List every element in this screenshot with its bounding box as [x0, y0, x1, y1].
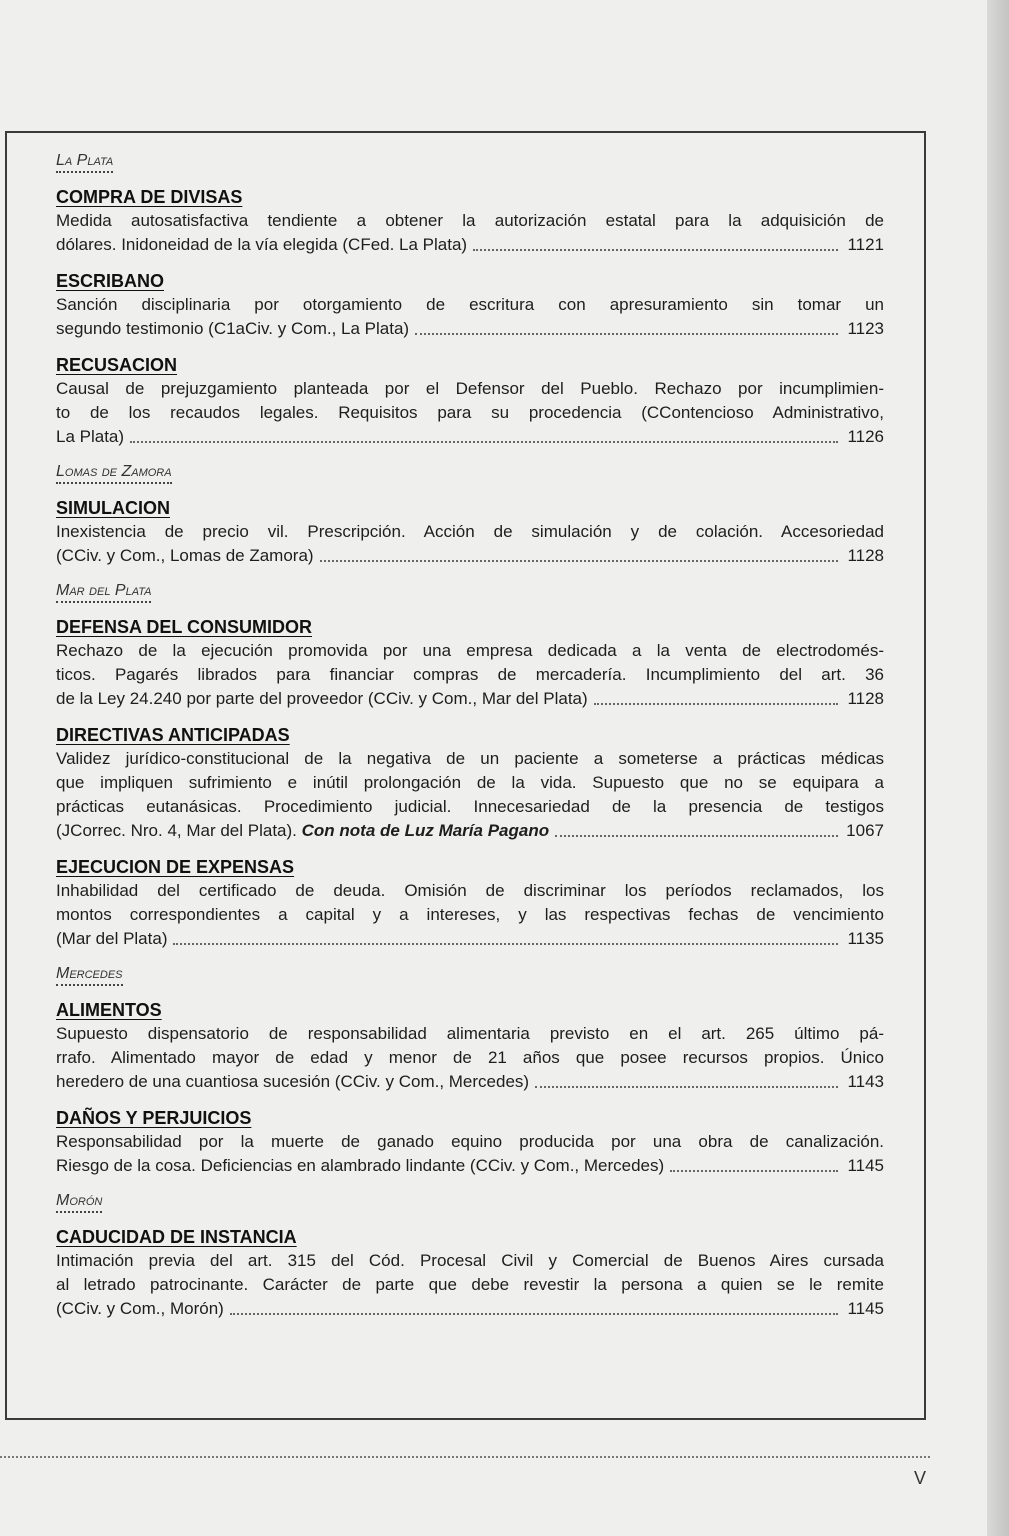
index-entry [56, 855, 884, 951]
entry-last-line [56, 1297, 884, 1321]
index-entry [56, 1225, 884, 1321]
index-entry [56, 185, 884, 257]
entry-text-line: Supuesto dispensatorio de responsabilidad alimentaria previsto en el art. 265 último pá- [56, 1024, 884, 1043]
dot-leader [230, 1313, 838, 1315]
entry-heading: CADUCIDAD DE INSTANCIA [56, 1227, 297, 1247]
index-entry [56, 269, 884, 341]
entry-text-line: to de los recaudos legales. Requisitos para su procedencia (CContencioso Administrativo, [56, 403, 884, 422]
region-header-wrap [56, 582, 884, 603]
entry-text-line: Rechazo de la ejecución promovida por una empresa dedicada a la venta de electrodomés- [56, 641, 884, 660]
entry-text-end-value: La Plata) [56, 427, 125, 446]
index-entry [56, 496, 884, 568]
entry-heading: COMPRA DE DIVISAS [56, 187, 243, 207]
entry-text-end-value: heredero de una cuantiosa sucesión (CCiv. y Com., Mercedes) [56, 1072, 530, 1091]
entry-text-line: Validez jurídico-constitucional de la negativa de un paciente a someterse a prácticas médicas [56, 749, 884, 768]
index-content [56, 152, 884, 1325]
entry-page-number: 1135 [847, 929, 884, 948]
entry-text-end-value: (CCiv. y Com., Morón) [56, 1299, 224, 1318]
entry-page-number: 1126 [847, 427, 884, 446]
entry-heading: DEFENSA DEL CONSUMIDOR [56, 617, 313, 637]
entry-text-end [56, 317, 409, 341]
entry-text-end-value: (Mar del Plata) [56, 929, 168, 948]
entry-text-end-value: segundo testimonio (C1aCiv. y Com., La Plata) [56, 319, 410, 338]
entry-last-line [56, 819, 884, 843]
entry-text-line: Inhabilidad del certificado de deuda. Omisión de discriminar los períodos reclamados, los [56, 881, 884, 900]
entry-last-line [56, 317, 884, 341]
entry-page-number: 1145 [847, 1156, 884, 1175]
region-header-wrap [56, 1192, 884, 1213]
dot-leader [415, 333, 838, 335]
dot-leader [320, 560, 838, 562]
index-entry [56, 615, 884, 711]
entry-text-line: Inexistencia de precio vil. Prescripción. Acción de simulación y de colación. Accesoriedad [56, 522, 884, 541]
entry-text-end [56, 544, 314, 568]
entry-last-line [56, 233, 884, 257]
entry-text-end [56, 1154, 664, 1178]
entry-heading: ALIMENTOS [56, 1000, 162, 1020]
entry-heading: DIRECTIVAS ANTICIPADAS [56, 725, 290, 745]
entry-page-number: 1145 [847, 1299, 884, 1318]
index-entry [56, 998, 884, 1094]
dot-leader [555, 835, 838, 837]
entry-page-number: 1123 [847, 319, 884, 338]
entry-text-line: ticos. Pagarés librados para financiar compras de mercadería. Incumplimiento del art. 36 [56, 665, 884, 684]
entry-text-end [56, 687, 588, 711]
dot-leader [173, 943, 838, 945]
entry-text-line: Sanción disciplinaria por otorgamiento de escritura con apresuramiento sin tomar un [56, 295, 884, 314]
entry-text-line: Causal de prejuzgamiento planteada por el Defensor del Pueblo. Rechazo por incumplimien- [56, 379, 884, 398]
entry-text-end [56, 1297, 224, 1321]
dot-leader [130, 441, 838, 443]
entry-text-end [56, 819, 549, 843]
index-entry [56, 353, 884, 449]
entry-text-line: al letrado patrocinante. Carácter de parte que debe revestir la persona a quien se le remite [56, 1275, 884, 1294]
entry-last-line [56, 544, 884, 568]
entry-text-line: Medida autosatisfactiva tendiente a obtener la autorización estatal para la adquisición de [56, 211, 884, 230]
region-header-wrap [56, 152, 884, 173]
entry-last-line [56, 687, 884, 711]
entry-page-number: 1128 [847, 546, 884, 565]
entry-text-end [56, 425, 124, 449]
entry-last-line [56, 425, 884, 449]
index-entry [56, 1106, 884, 1178]
entry-heading: ESCRIBANO [56, 271, 165, 291]
entry-text-end [56, 927, 167, 951]
entry-text-line: Intimación previa del art. 315 del Cód. Procesal Civil y Comercial de Buenos Aires cursada [56, 1251, 884, 1270]
entry-note: Con nota de Luz María Pagano [301, 821, 550, 840]
scan-edge-shadow [987, 0, 1009, 1536]
entry-page-number: 1128 [847, 689, 884, 708]
entry-text-end-value: de la Ley 24.240 por parte del proveedor (CCiv. y Com., Mar del Plata) [56, 689, 588, 708]
entry-text-end-value: dólares. Inidoneidad de la vía elegida (CFed. La Plata) [56, 235, 468, 254]
entry-text-line: prácticas eutanásicas. Procedimiento judicial. Innecesariedad de la presencia de testigos [56, 797, 884, 816]
region-header-wrap [56, 463, 884, 484]
dot-leader [594, 703, 838, 705]
entry-text-line: rrafo. Alimentado mayor de edad y menor de 21 años que posee recursos propios. Único [56, 1048, 884, 1067]
dot-leader [535, 1086, 838, 1088]
entry-text-end [56, 233, 467, 257]
footer-rule [0, 1456, 930, 1458]
index-entry [56, 723, 884, 843]
entry-text-line: montos correspondientes a capital y a intereses, y las respectivas fechas de vencimiento [56, 905, 884, 924]
entry-text-end [56, 1070, 529, 1094]
entry-page-number: 1067 [846, 821, 884, 840]
region-name: Mercedes [56, 965, 123, 986]
dot-leader [473, 249, 838, 251]
entry-last-line [56, 1154, 884, 1178]
region-name: Morón [56, 1192, 102, 1213]
region-header-wrap [56, 965, 884, 986]
entry-text-line: que impliquen sufrimiento e inútil prolongación de la vida. Supuesto que no se equipara a [56, 773, 884, 792]
page-number: V [914, 1468, 927, 1488]
entry-page-number: 1121 [847, 235, 884, 254]
entry-last-line [56, 927, 884, 951]
entry-text-end-value: (JCorrec. Nro. 4, Mar del Plata). [56, 821, 297, 840]
entry-last-line [56, 1070, 884, 1094]
entry-text-end-value: (CCiv. y Com., Lomas de Zamora) [56, 546, 314, 565]
region-name: La Plata [56, 152, 113, 173]
entry-heading: EJECUCION DE EXPENSAS [56, 857, 295, 877]
entry-text-end-value: Riesgo de la cosa. Deficiencias en alambrado lindante (CCiv. y Com., Mercedes) [56, 1156, 665, 1175]
entry-page-number: 1143 [847, 1072, 884, 1091]
region-name: Lomas de Zamora [56, 463, 172, 484]
entry-heading: SIMULACION [56, 498, 170, 518]
dot-leader [670, 1170, 838, 1172]
entry-heading: DAÑOS Y PERJUICIOS [56, 1108, 252, 1128]
entry-text-line: Responsabilidad por la muerte de ganado equino producida por una obra de canalización. [56, 1132, 884, 1151]
region-name: Mar del Plata [56, 582, 151, 603]
entry-heading: RECUSACION [56, 355, 178, 375]
